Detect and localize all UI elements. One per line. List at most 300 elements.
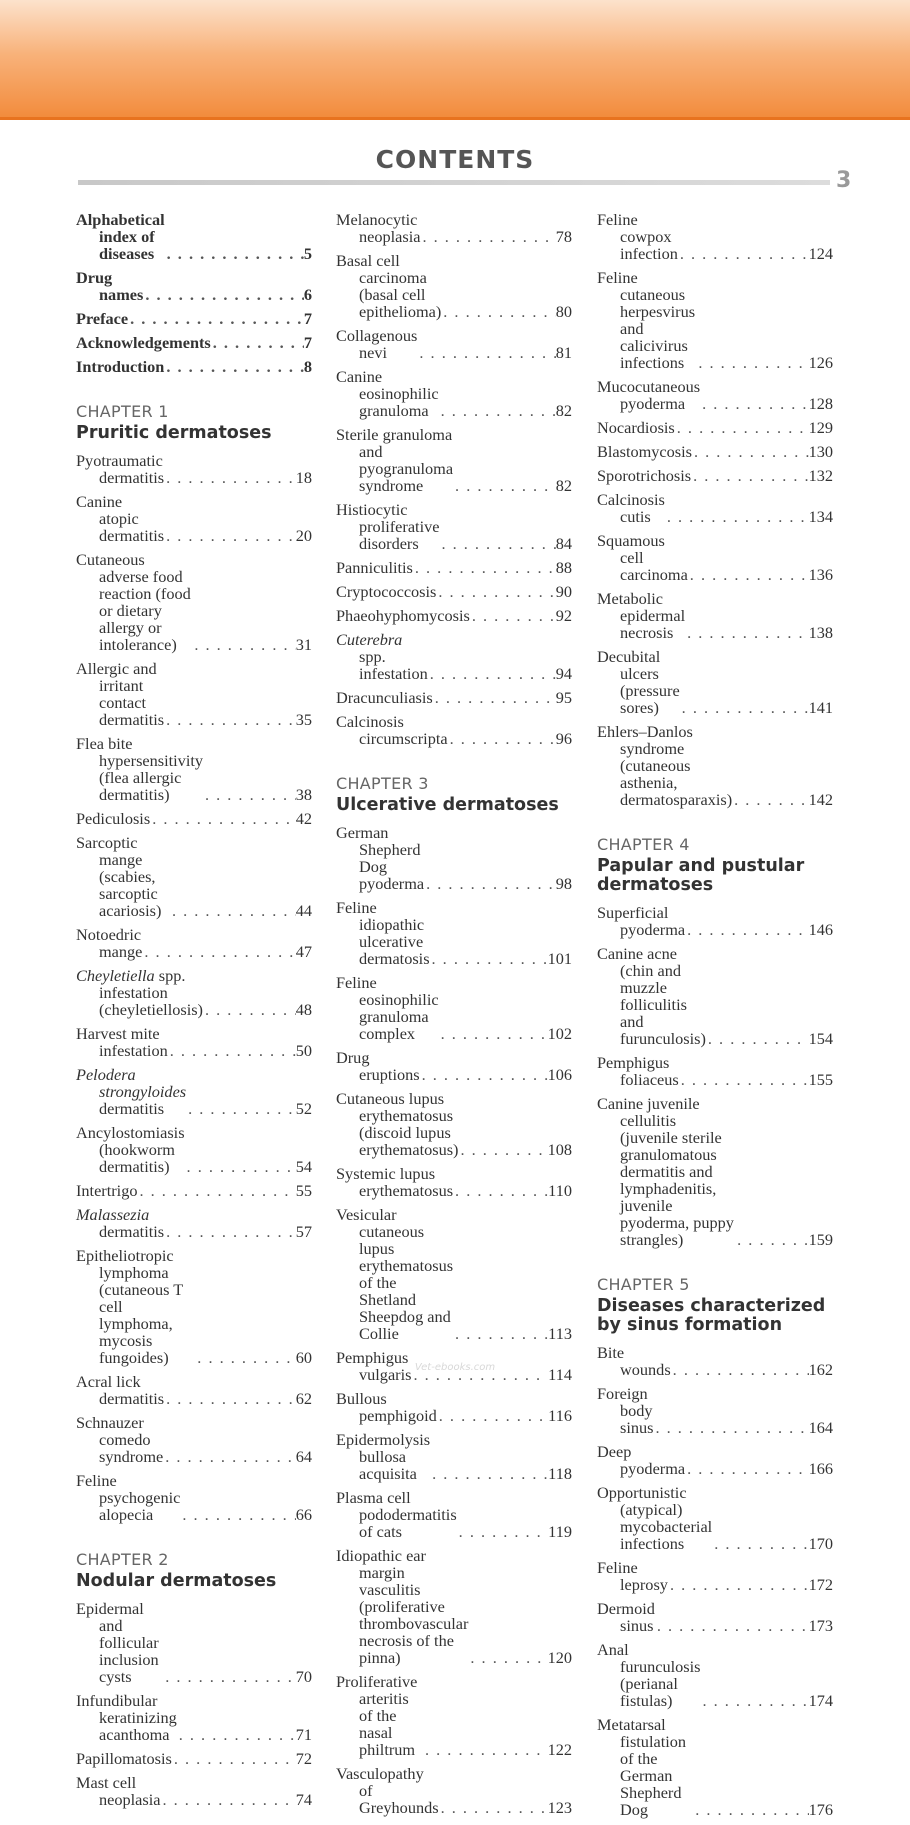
toc-entry-title: Pediculosis xyxy=(76,809,151,828)
toc-entry[interactable] xyxy=(336,583,572,600)
chapter-title: Nodular dermatoses xyxy=(76,1571,277,1591)
toc-entry-title: Idiopathic ear margin vasculitis (proliferative thrombovascular necrosis of the pinna) xyxy=(336,1546,469,1667)
toc-entry-title: Bite wounds xyxy=(597,1343,671,1379)
toc-page-number: 8 xyxy=(303,357,312,376)
dot-leader xyxy=(163,1668,296,1685)
toc-entry[interactable] xyxy=(336,501,572,552)
dot-leader xyxy=(186,1100,296,1117)
toc-entry-title: Plasma cell pododermatitis of cats xyxy=(336,1488,457,1541)
toc-entry[interactable] xyxy=(76,269,312,303)
dot-leader xyxy=(192,636,295,653)
dot-leader xyxy=(128,310,304,327)
toc-page-number: 72 xyxy=(295,1749,312,1768)
toc-page-number: 54 xyxy=(295,1157,312,1176)
dot-leader xyxy=(685,921,808,938)
toc-entry-title xyxy=(336,631,428,682)
dot-leader xyxy=(441,303,555,320)
toc-entry[interactable] xyxy=(336,1489,572,1540)
toc-entry[interactable] xyxy=(76,1750,312,1767)
toc-page-number: 94 xyxy=(555,664,572,683)
toc-entry[interactable] xyxy=(76,735,312,803)
toc-page-number: 71 xyxy=(295,1725,312,1744)
chapter-label: CHAPTER 5 xyxy=(597,1275,690,1294)
dot-leader xyxy=(423,1741,548,1758)
toc-entry[interactable] xyxy=(336,974,572,1042)
toc-page-number: 84 xyxy=(555,534,572,553)
dot-leader xyxy=(691,467,809,484)
toc-entry-title: Vasculopathy of Greyhounds xyxy=(336,1764,439,1817)
toc-entry[interactable] xyxy=(76,834,312,919)
page-number: 3 xyxy=(836,168,852,193)
dot-leader xyxy=(433,689,556,706)
dot-leader xyxy=(413,559,556,576)
dot-leader xyxy=(675,419,809,436)
toc-entry[interactable] xyxy=(76,551,312,653)
toc-entry[interactable] xyxy=(597,467,833,484)
toc-page-number: 96 xyxy=(555,729,572,748)
chapter-title: Diseases characterized by sinus formation xyxy=(597,1296,826,1335)
dot-leader xyxy=(439,535,555,552)
toc-page-number: 74 xyxy=(295,1790,312,1809)
toc-entry-title: Notoedric mange xyxy=(76,925,143,961)
toc-entry[interactable] xyxy=(336,327,572,361)
toc-page-number: 70 xyxy=(295,1667,312,1686)
toc-entry[interactable] xyxy=(336,1673,572,1758)
toc-entry-title: Canine eosinophilic granuloma xyxy=(336,367,439,420)
toc-page-number: 124 xyxy=(808,244,833,263)
toc-entry[interactable] xyxy=(336,689,572,706)
toc-entry-title: Histiocytic proliferative disorders xyxy=(336,500,440,553)
toc-entry-title: Introduction xyxy=(76,357,165,376)
toc-entry[interactable] xyxy=(336,1049,572,1083)
toc-entry[interactable] xyxy=(336,713,572,747)
toc-entry-title: Feline idiopathic ulcerative dermatosis xyxy=(336,898,430,968)
dot-leader xyxy=(420,1066,548,1083)
toc-page-number: 101 xyxy=(547,949,572,968)
dot-leader xyxy=(164,469,296,486)
toc-page-number: 98 xyxy=(555,874,572,893)
toc-entry[interactable] xyxy=(336,1547,572,1666)
toc-page-number: 129 xyxy=(808,418,833,437)
toc-page-number: 52 xyxy=(295,1099,312,1118)
toc-entry-title: Decubital ulcers (pressure sores) xyxy=(597,647,680,717)
toc-entry[interactable] xyxy=(336,631,572,682)
dot-leader xyxy=(150,810,296,827)
dot-leader xyxy=(203,1001,296,1018)
toc-entry-title: Anal furunculosis (perianal fistulas) xyxy=(597,1640,701,1710)
dot-leader xyxy=(168,1042,296,1059)
toc-page-number: 176 xyxy=(808,1800,833,1819)
toc-page-number: 82 xyxy=(555,401,572,420)
toc-entry[interactable] xyxy=(597,532,833,583)
toc-entry[interactable] xyxy=(76,358,312,375)
toc-page-number: 48 xyxy=(295,1000,312,1019)
chapter-2-continued-list xyxy=(336,211,572,747)
toc-entry-title: Cutaneous lupus erythematosus (discoid lupus erythematosus) xyxy=(336,1089,459,1159)
toc-entry[interactable] xyxy=(336,426,572,494)
toc-entry[interactable] xyxy=(76,926,312,960)
toc-column-2 xyxy=(336,211,572,1823)
toc-entry-title: Cutaneous adverse food reaction (food or dietary allergy or intolerance) xyxy=(76,550,191,654)
toc-page-number: 57 xyxy=(295,1222,312,1241)
toc-entry-title: Sterile granuloma and pyogranuloma syndrome xyxy=(336,425,454,495)
toc-entry-title: Vesicular cutaneous lupus erythematosus of the Shetland Sheepdog and Collie xyxy=(336,1205,454,1343)
toc-entry[interactable] xyxy=(76,1124,312,1175)
dot-leader xyxy=(417,344,555,361)
toc-entry-title: Melanocytic neoplasia xyxy=(336,210,421,246)
dot-leader xyxy=(688,566,809,583)
toc-entry[interactable] xyxy=(76,1600,312,1685)
toc-entry-title: Calcinosis circumscripta xyxy=(336,712,448,748)
chapter-3-list xyxy=(336,824,572,1816)
dot-leader xyxy=(678,245,809,262)
chapter-4-list xyxy=(597,904,833,1248)
toc-entry-title: Allergic and irritant contact dermatitis xyxy=(76,659,165,729)
toc-page-number: 122 xyxy=(547,1740,572,1759)
toc-page-number: 7 xyxy=(303,309,312,328)
toc-page-number: 164 xyxy=(808,1418,833,1437)
dot-leader xyxy=(164,1223,296,1240)
toc-entry[interactable] xyxy=(597,419,833,436)
toc-entry-title: Feline eosinophilic granuloma complex xyxy=(336,973,439,1043)
toc-entry[interactable] xyxy=(76,1206,312,1240)
toc-page-number: 5 xyxy=(303,244,312,263)
dot-leader xyxy=(165,245,304,262)
toc-entry[interactable] xyxy=(336,824,572,892)
toc-entry-title: Infundibular keratinizing acanthoma xyxy=(76,1691,177,1744)
toc-entry-title: Dermoid sinus xyxy=(597,1599,655,1635)
toc-page-number: 6 xyxy=(303,285,312,304)
toc-entry-title: Systemic lupus erythematosus xyxy=(336,1164,454,1200)
dot-leader xyxy=(655,1617,809,1634)
dot-leader xyxy=(170,902,296,919)
toc-entry-title: Mast cell neoplasia xyxy=(76,1773,161,1809)
chapter-label: CHAPTER 3 xyxy=(336,774,429,793)
toc-entry[interactable] xyxy=(597,723,833,808)
chapter-title: Papular and pustular dermatoses xyxy=(597,856,805,895)
dot-leader xyxy=(211,334,304,351)
toc-entry-title: Foreign body sinus xyxy=(597,1384,654,1437)
toc-entry[interactable] xyxy=(336,1431,572,1482)
toc-page-number: 128 xyxy=(808,394,833,413)
toc-page-number: 132 xyxy=(808,466,833,485)
toc-entry-title: Intertrigo xyxy=(76,1181,138,1200)
toc-entry-title: Canine atopic dermatitis xyxy=(76,492,165,545)
toc-page-number: 31 xyxy=(295,635,312,654)
dot-leader xyxy=(203,786,296,803)
dot-leader xyxy=(692,443,809,460)
dot-leader xyxy=(457,1523,549,1540)
dot-leader xyxy=(420,228,555,245)
toc-entry-title: Sporotrichosis xyxy=(597,466,692,485)
toc-entry[interactable] xyxy=(76,1066,312,1117)
toc-page-number: 162 xyxy=(808,1360,833,1379)
toc-page-number: 166 xyxy=(808,1459,833,1478)
toc-entry-title: Bullous pemphigoid xyxy=(336,1389,437,1425)
toc-page-number: 106 xyxy=(547,1065,572,1084)
dot-leader xyxy=(693,1801,808,1818)
toc-entry-title: Pemphigus foliaceus xyxy=(597,1053,679,1089)
toc-page-number: 50 xyxy=(295,1041,312,1060)
dot-leader xyxy=(137,1182,295,1199)
toc-entry-title: Collagenous nevi xyxy=(336,326,418,362)
toc-entry[interactable] xyxy=(76,967,312,1018)
toc-entry[interactable] xyxy=(336,252,572,320)
toc-entry[interactable] xyxy=(76,1414,312,1465)
toc-entry[interactable] xyxy=(76,660,312,728)
toc-page-number: 120 xyxy=(547,1648,572,1667)
toc-column-1 xyxy=(76,211,312,1815)
toc-entry-title: Metabolic epidermal necrosis xyxy=(597,589,686,642)
dot-leader xyxy=(679,1071,809,1088)
toc-page-number: 18 xyxy=(295,468,312,487)
dot-leader xyxy=(185,1158,296,1175)
toc-entry-title: Squamous cell carcinoma xyxy=(597,531,688,584)
toc-page-number: 102 xyxy=(547,1024,572,1043)
dot-leader xyxy=(437,1407,548,1424)
toc-entry[interactable] xyxy=(336,368,572,419)
dot-leader xyxy=(453,1325,548,1342)
toc-entry-title: Alphabetical index of diseases xyxy=(76,210,165,263)
toc-entry-title: Feline cowpox infection xyxy=(597,210,678,263)
toc-entry[interactable] xyxy=(597,1443,833,1477)
toc-entry[interactable] xyxy=(597,1641,833,1709)
toc-entry-title: Papillomatosis xyxy=(76,1749,172,1768)
toc-page-number: 78 xyxy=(555,227,572,246)
toc-page-number: 82 xyxy=(555,476,572,495)
toc-entry[interactable] xyxy=(597,443,833,460)
toc-page-number: 126 xyxy=(808,353,833,372)
toc-entry[interactable] xyxy=(76,493,312,544)
toc-entry-title: Ehlers–Danlos syndrome (cutaneous asthenia, dermatosparaxis) xyxy=(597,722,733,809)
dot-leader xyxy=(696,354,808,371)
toc-page-number: 154 xyxy=(808,1029,833,1048)
toc-entry[interactable] xyxy=(597,1385,833,1436)
dot-leader xyxy=(430,950,548,967)
toc-page-number: 44 xyxy=(295,901,312,920)
toc-entry-title-rest: dermatitis xyxy=(99,1099,165,1118)
toc-entry-title: Flea bite hypersensitivity (flea allergic dermatitis) xyxy=(76,734,204,804)
toc-entry[interactable] xyxy=(597,1484,833,1552)
toc-page-number: 7 xyxy=(303,333,312,352)
dot-leader xyxy=(706,1030,809,1047)
toc-entry-title: Feline leprosy xyxy=(597,1558,668,1594)
dot-leader xyxy=(177,1726,296,1743)
chapter-label: CHAPTER 1 xyxy=(76,402,169,421)
dot-leader xyxy=(180,1506,295,1523)
toc-page-number: 159 xyxy=(808,1230,833,1249)
toc-entry[interactable] xyxy=(336,607,572,624)
toc-entry[interactable] xyxy=(336,899,572,967)
toc-page-number: 174 xyxy=(808,1691,833,1710)
toc-entry[interactable] xyxy=(336,211,572,245)
toc-page-number: 66 xyxy=(295,1505,312,1524)
toc-entry-title-rest: spp. infestation (cheyletiellosis) xyxy=(99,966,203,1019)
toc-page-number: 130 xyxy=(808,442,833,461)
toc-entry[interactable] xyxy=(76,1247,312,1366)
dot-leader xyxy=(665,508,809,525)
chapter-2-list xyxy=(76,1600,312,1808)
toc-entry[interactable] xyxy=(597,904,833,938)
toc-entry-title: Superficial pyoderma xyxy=(597,903,686,939)
chapter-title: Pruritic dermatoses xyxy=(76,423,272,443)
toc-page-number: 136 xyxy=(808,565,833,584)
dot-leader xyxy=(172,1750,296,1767)
toc-page-number: 88 xyxy=(555,558,572,577)
toc-entry-title: Opportunistic (atypical) mycobacterial infections xyxy=(597,1483,713,1553)
toc-entry-title: German Shepherd Dog pyoderma xyxy=(336,823,425,893)
chapter-label: CHAPTER 2 xyxy=(76,1550,169,1569)
toc-page-number: 141 xyxy=(808,698,833,717)
dot-leader xyxy=(164,711,296,728)
toc-entry-title: Calcinosis cutis xyxy=(597,490,665,526)
toc-entry[interactable] xyxy=(76,1692,312,1743)
dot-leader xyxy=(163,1448,296,1465)
toc-entry-title: Blastomycosis xyxy=(597,442,692,461)
toc-entry-title: Canine juvenile cellulitis (juvenile sterile granulomatous dermatitis and lymphadenitis, juvenile pyoderma, puppy strangles) xyxy=(597,1094,734,1249)
toc-entry-title: Ancylostomiasis (hookworm dermatitis) xyxy=(76,1123,185,1176)
toc-entry-title: Dracunculiasis xyxy=(336,688,433,707)
toc-entry[interactable] xyxy=(336,1765,572,1816)
toc-entry[interactable] xyxy=(336,1165,572,1199)
toc-page-number: 146 xyxy=(808,920,833,939)
toc-page-number: 20 xyxy=(295,526,312,545)
dot-leader xyxy=(142,943,295,960)
toc-entry-title: Pyotraumatic dermatitis xyxy=(76,451,165,487)
dot-leader xyxy=(448,730,556,747)
toc-page-number: 123 xyxy=(547,1798,572,1817)
toc-entry[interactable] xyxy=(76,1182,312,1199)
toc-entry[interactable] xyxy=(76,1025,312,1059)
toc-entry-title: Basal cell carcinoma (basal cell epithelioma) xyxy=(336,251,442,321)
toc-entry[interactable] xyxy=(597,1600,833,1634)
toc-entry[interactable] xyxy=(76,211,312,262)
toc-entry-title: Feline psychogenic alopecia xyxy=(76,1471,181,1524)
dot-leader xyxy=(653,1419,808,1436)
toc-entry-title-rest: dermatitis xyxy=(99,1222,165,1241)
toc-entry-title: Canine acne (chin and muzzle folliculitis and furunculosis) xyxy=(597,944,706,1048)
dot-leader xyxy=(424,875,556,892)
toc-page-number: 142 xyxy=(808,790,833,809)
dot-leader xyxy=(439,1025,548,1042)
toc-page-number: 118 xyxy=(548,1464,572,1483)
dot-leader xyxy=(428,665,556,682)
toc-entry[interactable] xyxy=(597,1716,833,1818)
toc-entry[interactable] xyxy=(336,1090,572,1158)
toc-page-number: 90 xyxy=(555,582,572,601)
toc-entry[interactable] xyxy=(336,559,572,576)
toc-entry-title: Acral lick dermatitis xyxy=(76,1372,165,1408)
toc-entry[interactable] xyxy=(336,1390,572,1424)
dot-leader xyxy=(453,1182,548,1199)
toc-entry-title: Cryptococcosis xyxy=(336,582,437,601)
toc-entry-title: Harvest mite infestation xyxy=(76,1024,168,1060)
toc-entry[interactable] xyxy=(597,378,833,412)
toc-page-number: 42 xyxy=(295,809,312,828)
toc-page-number: 138 xyxy=(808,623,833,642)
toc-entry-title: Schnauzer comedo syndrome xyxy=(76,1413,164,1466)
toc-page-number: 110 xyxy=(548,1181,572,1200)
toc-entry-title-rest: spp. infestation xyxy=(359,647,428,683)
toc-page-number: 172 xyxy=(808,1575,833,1594)
chapter-label: CHAPTER 4 xyxy=(597,835,690,854)
toc-column-3 xyxy=(597,211,833,1825)
toc-entry[interactable] xyxy=(597,590,833,641)
toc-entry[interactable] xyxy=(336,1206,572,1342)
dot-leader xyxy=(680,699,809,716)
toc-entry-title: Metatarsal fistulation of the German Shepherd Dog xyxy=(597,1715,687,1819)
toc-entry-title xyxy=(76,967,203,1018)
toc-entry[interactable] xyxy=(597,648,833,716)
toc-entry-title: Sarcoptic mange (scabies, sarcoptic acariosis) xyxy=(76,833,162,920)
toc-entry-title xyxy=(76,1066,186,1117)
toc-entry-title: Preface xyxy=(76,309,129,328)
dot-leader xyxy=(439,402,556,419)
dot-leader xyxy=(735,1231,808,1248)
toc-entry[interactable] xyxy=(597,1095,833,1248)
toc-entry-italic-term: Malassezia xyxy=(76,1205,150,1224)
toc-page-number: 113 xyxy=(548,1324,572,1343)
toc-entry[interactable] xyxy=(597,1559,833,1593)
toc-page-number: 134 xyxy=(808,507,833,526)
dot-leader xyxy=(436,583,555,600)
toc-entry[interactable] xyxy=(76,452,312,486)
toc-entry-title: Panniculitis xyxy=(336,558,413,577)
toc-entry-title: Acknowledgements xyxy=(76,333,211,352)
toc-entry[interactable] xyxy=(76,1373,312,1407)
toc-entry-title: Phaeohyphomycosis xyxy=(336,606,470,625)
toc-page-number: 92 xyxy=(555,606,572,625)
toc-page-number: 170 xyxy=(808,1534,833,1553)
toc-page-number: 55 xyxy=(295,1181,312,1200)
toc-entry[interactable] xyxy=(597,269,833,371)
dot-leader xyxy=(164,527,296,544)
toc-entry[interactable] xyxy=(76,1472,312,1523)
dot-leader xyxy=(164,358,303,375)
toc-entry[interactable] xyxy=(597,1054,833,1088)
dot-leader xyxy=(458,1141,547,1158)
dot-leader xyxy=(668,1576,809,1593)
chapter-5-list xyxy=(597,1344,833,1818)
toc-page-number: 95 xyxy=(555,688,572,707)
toc-entry[interactable] xyxy=(76,1774,312,1808)
toc-page-number: 47 xyxy=(295,942,312,961)
toc-page-number: 108 xyxy=(547,1140,572,1159)
toc-entry-title: Epidermal and follicular inclusion cysts xyxy=(76,1599,159,1686)
dot-leader xyxy=(439,1799,548,1816)
toc-entry[interactable] xyxy=(597,491,833,525)
header-band xyxy=(0,0,910,120)
dot-leader xyxy=(470,607,556,624)
toc-page-number: 62 xyxy=(295,1389,312,1408)
dot-leader xyxy=(701,1692,809,1709)
toc-page-number: 173 xyxy=(808,1616,833,1635)
title-rule xyxy=(78,180,830,185)
toc-page-number: 155 xyxy=(808,1070,833,1089)
toc-page-number: 64 xyxy=(295,1447,312,1466)
dot-leader xyxy=(453,477,556,494)
toc-entry[interactable] xyxy=(76,810,312,827)
toc-page-number: 80 xyxy=(555,302,572,321)
toc-page-number: 38 xyxy=(295,785,312,804)
toc-entry-title: Nocardiosis xyxy=(597,418,675,437)
toc-entry[interactable] xyxy=(76,310,312,327)
dot-leader xyxy=(143,286,304,303)
toc-entry[interactable] xyxy=(76,334,312,351)
toc-entry[interactable] xyxy=(597,945,833,1047)
dot-leader xyxy=(468,1649,547,1666)
toc-entry[interactable] xyxy=(597,211,833,262)
